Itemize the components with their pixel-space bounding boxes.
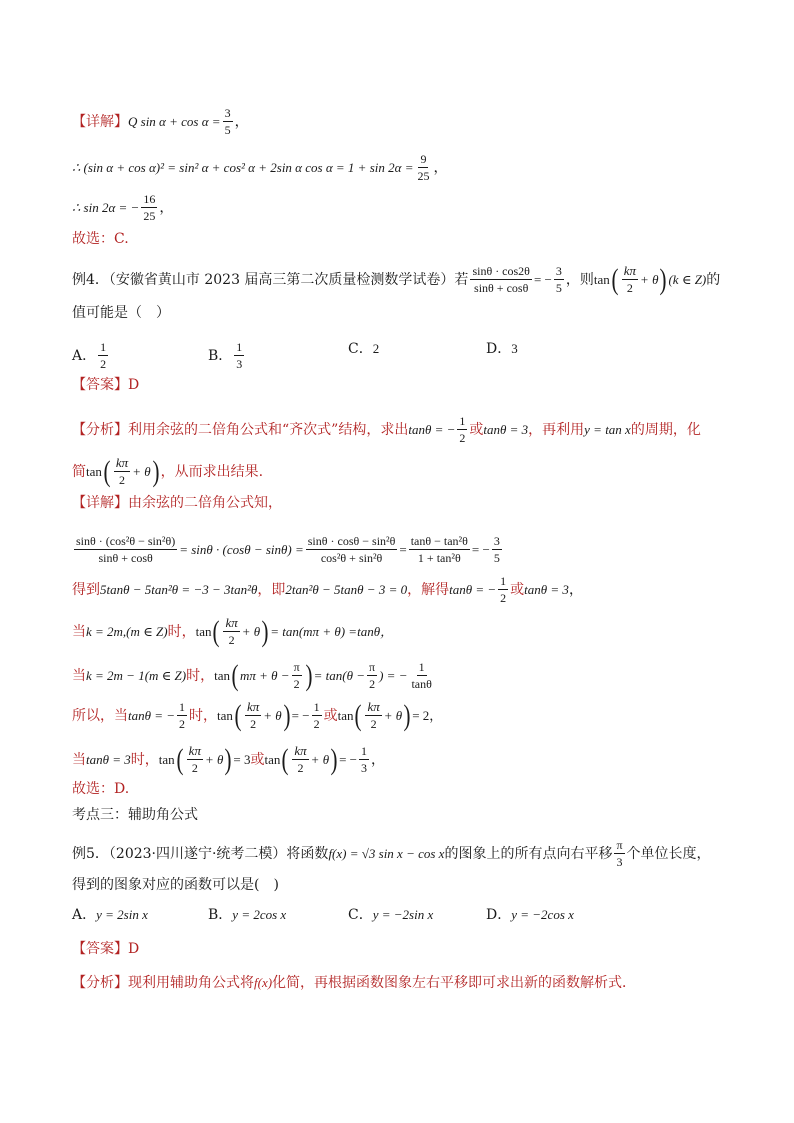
option-c[interactable]: C． y = −2sin x [348,907,434,923]
example-4-stem: 例4．（安徽省黄山市 2023 届高三第二次质量检测数学试卷）若 $\frac{\sin\theta \cdot \cos 2\theta}{\sin\theta + \cos\theta}$ = − $\frac{3}{5}$ ，则 tan ( $\frac{k\pi}{2}$ + θ ) (k ∈ Z) 的 [72,262,721,296]
example-5-stem-line2: 得到的图象对应的函数可以是( ) [72,877,279,893]
detail-line-2: ∴ (sin α + cos α)² = sin² α + cos² α + 2sin α cos α = 1 + sin 2α = $\frac{9}{25}$ ， [72,152,448,183]
derivation-line: $\frac{\text{sinθ · (cos²θ − sin²θ)}}{\sin\theta + \cos\theta}$ = sinθ · (cosθ − sinθ) = $\frac{\text{sinθ · cosθ − sin²θ}}{\text{cos²θ + sin²θ}}$ = $\frac{\text{tanθ − tan²θ}}{\text{1 + tan²θ}}$ = − $\frac{3}{5}$ [76,534,500,565]
solve-line: 得到 5tanθ − 5tan²θ = −3 − 3tan²θ ，即 2tan²θ − 5tanθ − 3 = 0 ，解得 tanθ = − $\frac{1}{2}$ 或 tanθ = 3 ， [72,574,583,605]
case-2-line: 当 k = 2m − 1(m ∈ Z) 时， tan ( mπ + θ − $\frac{\pi}{2}$ ) = tan(θ − $\frac{\pi}{2}$ ) = − $\frac{1}{\tan\theta}$ [72,658,432,692]
fraction: $\frac{\sin\theta \cdot \cos 2\theta}{\sin\theta + \cos\theta}$ [472,264,530,295]
fraction: $\frac{16}{25}$ [143,192,156,223]
fraction: $\frac{3}{5}$ [224,106,231,137]
case-1-line: 当 k = 2m,(m ∈ Z) 时， tan ( $\frac{k\pi}{2}$ + θ ) = tan(mπ + θ) =tanθ， [72,614,394,648]
conclusion-line-2: 当 tanθ = 3 时， tan ( $\frac{k\pi}{2}$ + θ ) = 3 或 tan ( $\frac{k\pi}{2}$ + θ ) = − $\frac{1}{3}$ ， [72,742,386,776]
option-d[interactable]: D． y = −2cos x [486,907,574,923]
analysis-tag: 【分析】 [72,421,128,438]
analysis-line-1: 【分析】 利用余弦的二倍角公式和“齐次式”结构，求出 tanθ = − $\frac{1}{2}$ 或 tanθ = 3 ，再利用 y = tan x 的周期，化 [72,414,701,445]
answer-tag: 【答案】 [72,941,128,957]
detail-line-3: ∴ sin 2α = − $\frac{16}{25}$ ， [72,192,174,223]
analysis-tag: 【分析】 [72,975,128,991]
choice-line: 故选：C. [72,231,129,247]
answer-line: 【答案】 D [72,941,140,957]
fraction: $\frac{9}{25}$ [417,152,430,183]
option-b[interactable]: B． $\frac{1}{3}$ [208,340,243,371]
detail-tag: 【详解】 [72,495,128,511]
option-a[interactable]: A． $\frac{1}{2}$ [72,340,107,371]
option-a[interactable]: A． y = 2sin x [72,907,148,923]
fraction: $\frac{k\pi}{2}$ [623,263,637,295]
detail-tag: 【详解】 [72,113,128,130]
fraction: $\frac{3}{5}$ [555,264,562,295]
option-b[interactable]: B． y = 2cos x [208,907,287,923]
option-c[interactable]: C． 2 [348,341,380,357]
section-heading: 考点三：辅助角公式 [72,807,198,823]
answer-line: 【答案】 D [72,377,140,393]
answer-tag: 【答案】 [72,377,128,393]
example-4-stem-line2: 值可能是（ ） [72,305,170,321]
math-expr: Q sin α + cos α = [128,113,221,129]
detail-intro: 【详解】 由余弦的二倍角公式知， [72,495,282,511]
option-d[interactable]: D． 3 [486,341,518,357]
analysis-line: 【分析】 现利用辅助角公式将 f(x) 化简，再根据函数图象左右平移即可求出新的函数解析式． [72,975,637,991]
math-expr: ∴ sin 2α = − [72,199,140,215]
example-5-stem: 例5．（2023·四川遂宁·统考二模）将函数 f(x) = √3 sin x − cos x 的图象上的所有点向右平移 $\frac{\pi}{3}$ 个单位长度， [72,838,711,869]
analysis-line-2: 简 tan ( $\frac{k\pi}{2}$ + θ ) ，从而求出结果. [72,454,264,488]
math-expr: ∴ (sin α + cos α)² = sin² α + cos² α + 2sin α cos α = 1 + sin 2α = [72,159,414,175]
detail-line-1: 【详解】 Q sin α + cos α = $\frac{3}{5}$ ， [72,106,249,137]
choice-line: 故选：D. [72,781,130,797]
conclusion-line-1: 所以，当 tanθ = − $\frac{1}{2}$ 时， tan ( $\frac{k\pi}{2}$ + θ ) = − $\frac{1}{2}$ 或 tan ( $\frac{k\pi}{2}$ + θ ) = 2， [72,698,443,732]
